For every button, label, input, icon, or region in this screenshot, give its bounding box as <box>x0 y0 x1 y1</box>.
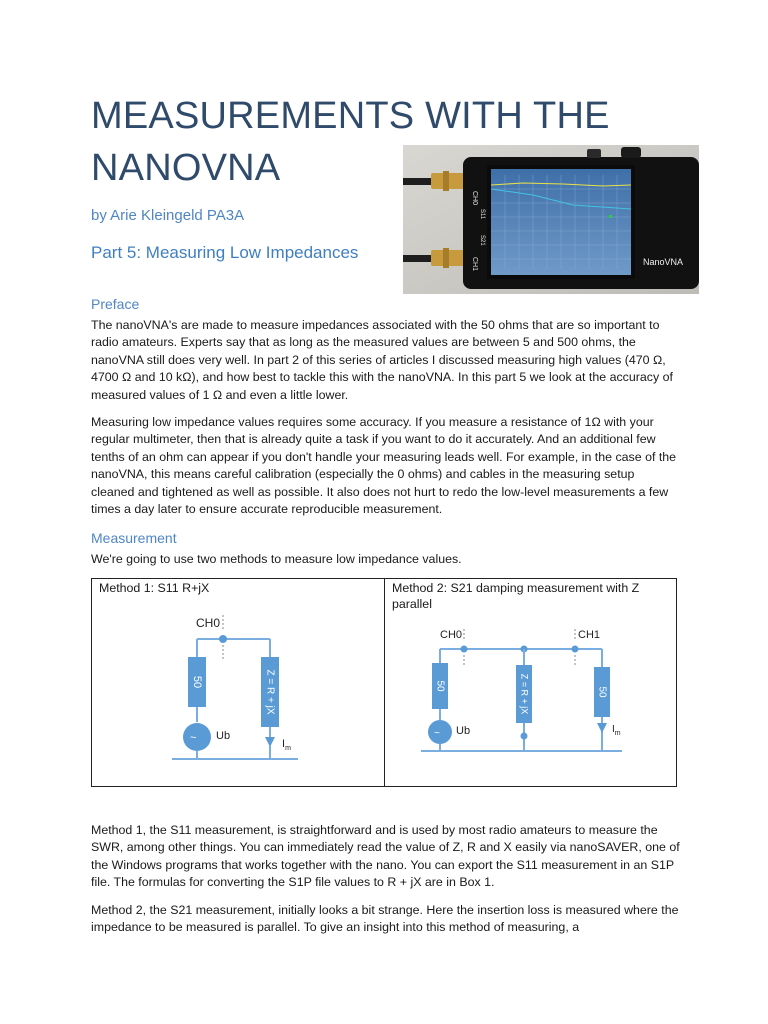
usb-connector <box>621 147 641 158</box>
cable-bottom <box>403 255 433 262</box>
method-1-source-symbol: ~ <box>190 732 197 744</box>
method-2-source-symbol: ~ <box>434 728 440 739</box>
method-2-resistor-left-label: 50 <box>434 680 446 692</box>
method-1-resistor-label: 50 <box>191 675 204 689</box>
body-paragraph-3: Method 1, the S11 measurement, is straightforward and is used by most radio amateurs to measure the SWR, among other things. You can immediately read the value of Z, R and X easily via nanoSAVER, one of the Windows programs that works together with the nano. You can export the S11 measurement in an S1P file. The formulas for converting the S1P file values to R + jX are in Box 1. <box>91 823 680 890</box>
power-switch <box>587 149 601 158</box>
method-1-source <box>183 723 211 751</box>
author-line: by Arie Kleingeld PA3A <box>91 207 245 224</box>
method-1-impedance-label: Z = R + jX <box>264 669 276 715</box>
method-1-node <box>219 635 227 643</box>
nanovna-photo <box>403 145 699 294</box>
method-2-node-bottom <box>521 733 528 740</box>
method-2-schematic <box>385 579 676 786</box>
photo-s11-label: S11 <box>479 209 485 220</box>
photo-ch0-label: CH0 <box>471 191 478 206</box>
nanovna-illustration <box>403 145 699 294</box>
method-1-heading: Method 1: S11 R+jX <box>99 581 210 595</box>
preface-heading: Preface <box>91 296 140 312</box>
method-2-heading: Method 2: S21 damping measurement with Z parallel <box>392 581 640 611</box>
methods-table <box>91 578 677 787</box>
body-paragraph-4: Method 2, the S21 measurement, initially looks a bit strange. Here the insertion loss is measured where the impedance to be measured is parallel. To give an insight into this method of measuring, a <box>91 903 679 935</box>
method-2-current-label: $I_m$ <box>612 724 621 737</box>
part-title: Part 5: Measuring Low Impedances <box>91 243 359 262</box>
preface-paragraph-2: Measuring low impedance values requires some accuracy. If you measure a resistance of 1Ω with your regular multimeter, then that is already quite a task if you want to do it accurately. And an additional few tenths of an ohm can appear if you don't handle your measuring leads well. For example, in the case of the nanoVNA, this means careful calibration (especially the 0 ohms) and cables in the measuring setup cleaned and tightened as well as possible. It also does not hurt to redo the low-level measurements a few times a day later to ensure accurate reproducible measurement. <box>91 415 677 517</box>
method-1-source-label: Ub <box>216 730 231 742</box>
screen-marker <box>609 215 612 218</box>
method-2-node-ch0 <box>461 646 468 653</box>
photo-ch1-label: CH1 <box>471 257 478 272</box>
method-2-source <box>428 720 452 744</box>
method-2-impedance-label: Z = R + jX <box>519 673 530 715</box>
cable-top <box>403 178 433 185</box>
method-2-resistor-right-label: 50 <box>596 686 608 698</box>
method-2-node-ch1 <box>572 646 579 653</box>
method-1-ch0-label: CH0 <box>196 616 221 630</box>
method-2-ch1-label: CH1 <box>578 629 601 641</box>
method-1-schematic <box>92 579 384 786</box>
photo-brand-label: NanoVNA <box>643 257 684 267</box>
method-2-ch0-label: CH0 <box>440 629 463 641</box>
measurement-intro: We're going to use two methods to measure low impedance values. <box>91 552 462 566</box>
method-2-current-arrow <box>597 723 607 733</box>
method-2-cell <box>385 579 676 786</box>
preface-paragraph-1: The nanoVNA's are made to measure impedances associated with the 50 ohms that are so important to radio amateurs. Experts say that as long as the measured values are between 5 and 500 ohms, the nanoVNA still does very well. In part 2 of this series of articles I discussed measuring high values (470 Ω, 4700 Ω and 10 kΩ), and how best to tackle this with the nanoVNA. In this part 5 we look at the accuracy of measured values of 1 Ω and even a little lower. <box>91 318 673 402</box>
measurement-heading: Measurement <box>91 530 177 546</box>
method-2-source-label: Ub <box>456 725 471 737</box>
method-1-cell <box>92 579 385 786</box>
document-title: MEASUREMENTS WITH THE NANOVNA <box>91 95 610 189</box>
photo-s21-label: S21 <box>479 235 485 246</box>
method-1-current-label: $I_m$ <box>282 738 291 752</box>
